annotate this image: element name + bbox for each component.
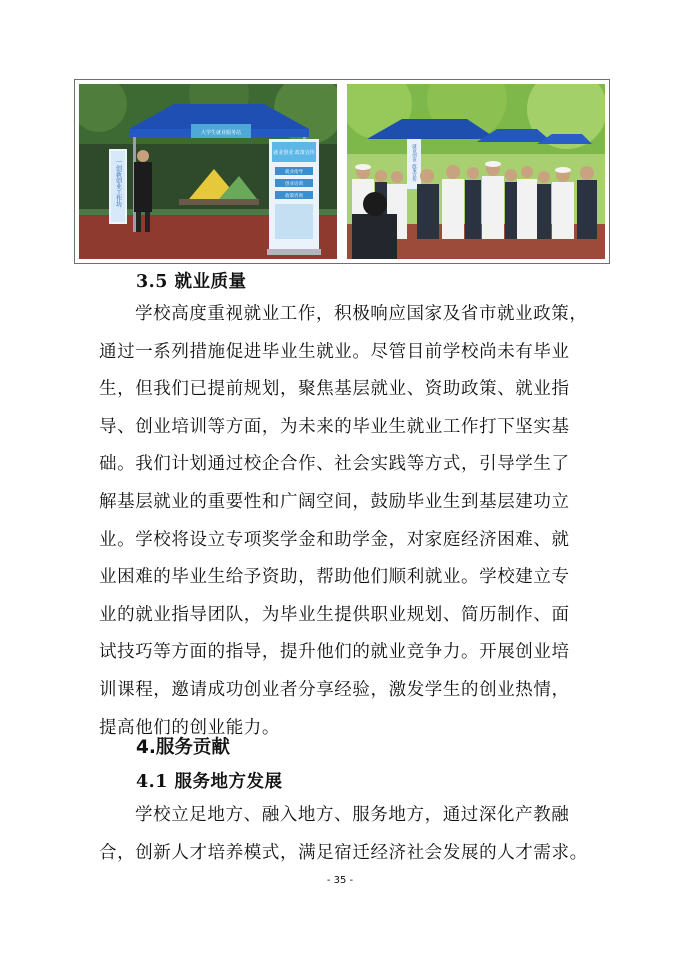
paragraph-line: 通过一系列措施促进毕业生就业。尽管目前学校尚未有毕业 [99, 341, 570, 362]
paragraph-line: 业的就业指导团队，为毕业生提供职业规划、简历制作、面 [99, 604, 570, 625]
section-4-1-heading: 4.1 服务地方发展 [136, 772, 283, 792]
paragraph-line: 业。学校将设立专项奖学金和助学金，对家庭经济困难、就 [99, 529, 570, 550]
right-sign-text: 就业创业 政策宣传 [411, 144, 417, 182]
paragraph-line: 学校立足地方、融入地方、服务地方，通过深化产教融 [135, 805, 570, 825]
photo-crowd [347, 84, 605, 259]
paragraph-line: 训课程，邀请成功创业者分享经验，激发学生的创业热情， [99, 679, 570, 700]
poster-row-3: 政策咨询 [285, 194, 303, 199]
paragraph-line: 导、创业培训等方面，为未来的毕业生就业工作打下坚实基 [99, 416, 570, 437]
tent-sign-text: 大学生就业服务站 [200, 130, 242, 136]
photo-strip [74, 79, 610, 264]
paragraph-line: 解基层就业的重要性和广阔空间，鼓励毕业生到基层建功立 [99, 491, 570, 512]
paragraph-line: 生，但我们已提前规划，聚焦基层就业、资助政策、就业指 [99, 379, 570, 400]
poster-row-2: 创业培训 [285, 182, 303, 187]
left-banner-text: 一创新创业工作坊 [114, 159, 122, 207]
paragraph-line: 试技巧等方面的指导，提升他们的就业竞争力。开展创业培 [99, 642, 570, 663]
photo-career-booth [79, 84, 337, 259]
paragraph-line: 学校高度重视就业工作，积极响应国家及省市就业政策， [135, 304, 588, 324]
paragraph-line: 合，创新人才培养模式，满足宿迁经济社会发展的人才需求。 [99, 842, 588, 863]
paragraph-line: 础。我们计划通过校企合作、社会实践等方式，引导学生了 [99, 454, 570, 475]
paragraph-line: 业困难的毕业生给予资助，帮助他们顺利就业。学校建立专 [99, 567, 570, 588]
poster-row-1: 就业指导 [285, 170, 303, 175]
section-3-5-paragraph [99, 296, 588, 747]
section-4-1-paragraph [99, 797, 588, 872]
poster-title-text: 就业创业 政策宣传 [273, 150, 315, 156]
section-3-5-heading: 3.5 就业质量 [136, 272, 247, 292]
section-4-heading: 4.服务贡献 [136, 737, 230, 758]
page-number: - 35 - [326, 875, 354, 886]
paragraph-line: 提高他们的创业能力。 [99, 717, 280, 738]
